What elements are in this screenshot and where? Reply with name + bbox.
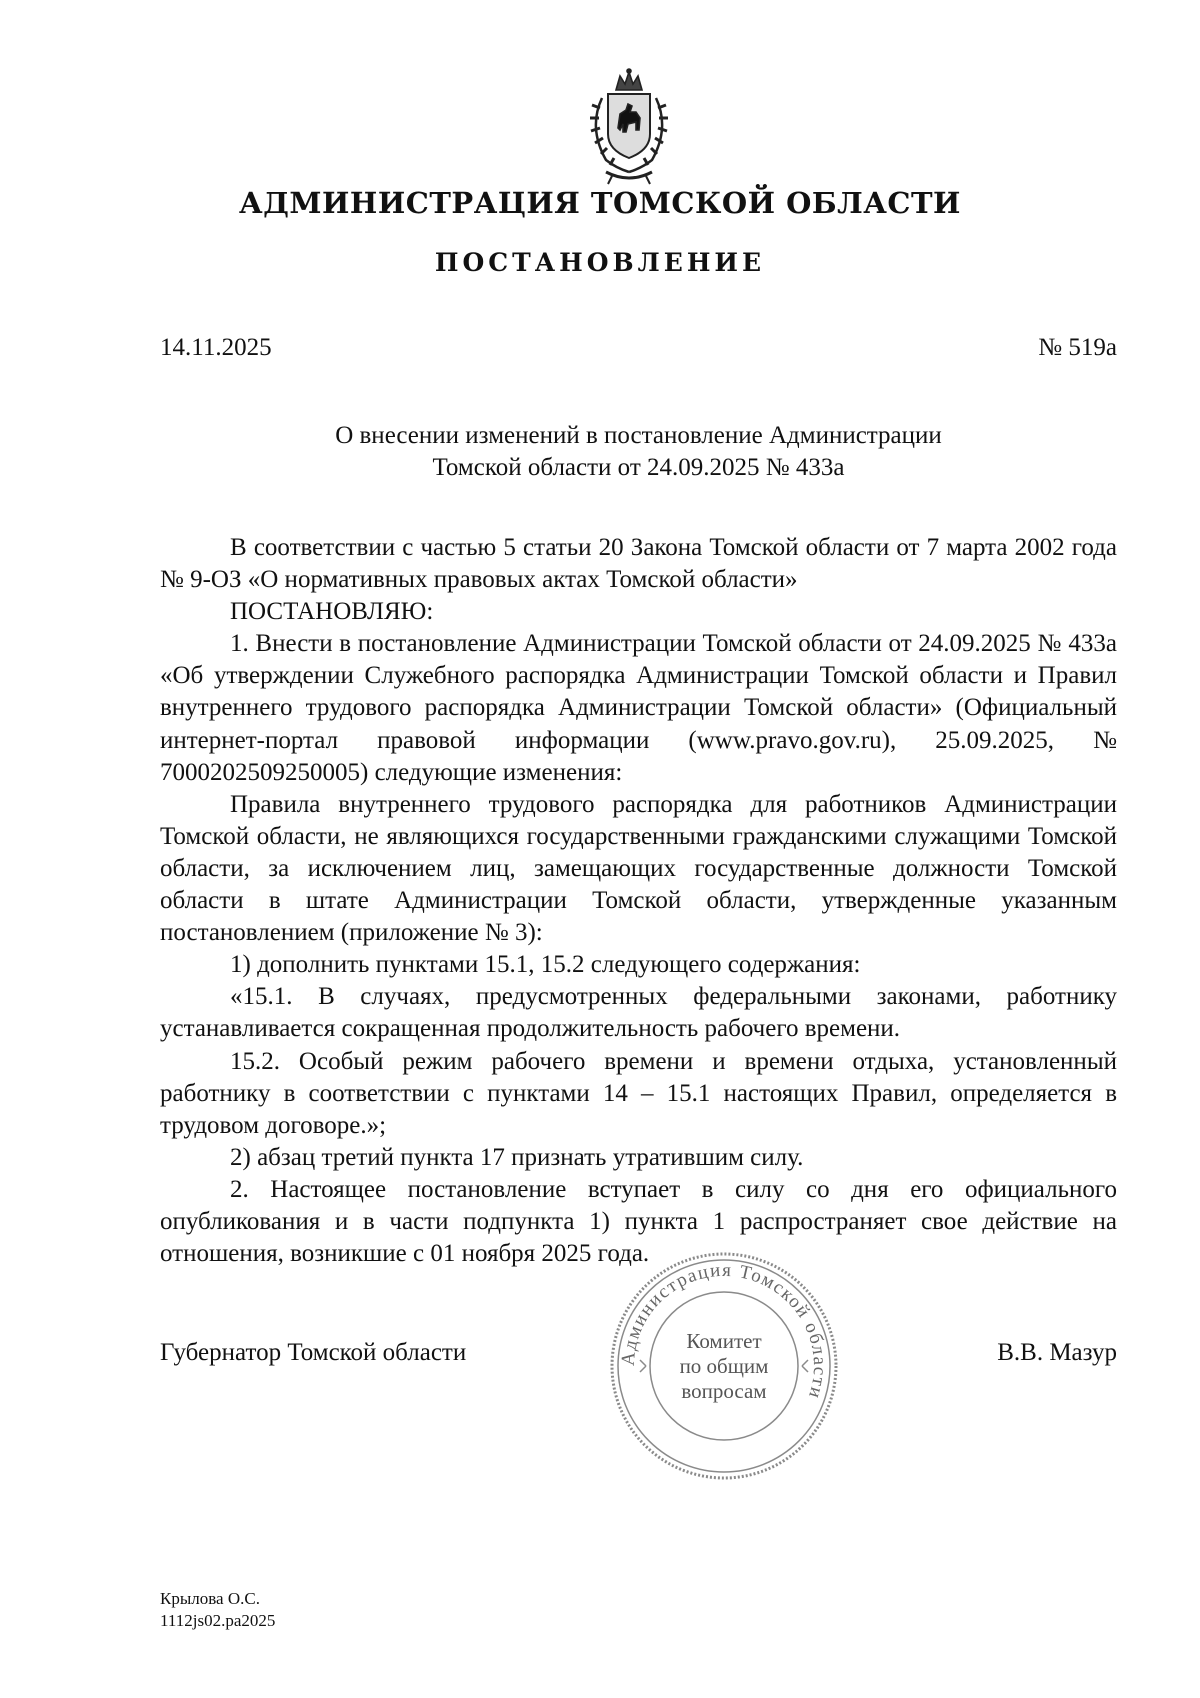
body-paragraph-clause-15-2: 15.2. Особый режим рабочего времени и времени отдыха, установленный работнику в соответствии с пунктами 14 – 15.1 настоящих Правил, определяется в трудовом договоре.»; [160, 1047, 1117, 1139]
official-seal-stamp [606, 1248, 842, 1484]
body-paragraph-item-2: 2. Настоящее постановление вступает в силу со дня его официального опубликования и в части подпункта 1) пункта 1 распространяет свое действие на отношения, возникшие с 01 ноября 2025 года. [160, 1175, 1117, 1268]
document-subject [160, 420, 1117, 484]
seal-center-line-2: по общим [679, 1354, 769, 1378]
executor-info [160, 1588, 275, 1632]
executor-name: Крылова О.С. [160, 1589, 260, 1608]
organization-title: АДМИНИСТРАЦИЯ ТОМСКОЙ ОБЛАСТИ [239, 186, 961, 220]
body-paragraph-preamble: В соответствии с частью 5 статьи 20 Закона Томской области от 7 марта 2002 года № 9-ОЗ «О нормативных правовых актах Томской области» [160, 534, 1117, 594]
signer-name: В.В. Мазур [997, 1339, 1117, 1366]
seal-center-line-1: Комитет [686, 1329, 762, 1353]
executor-code: 1112js02.pa2025 [160, 1611, 276, 1630]
document-type-heading: ПОСТАНОВЛЕНИЕ [434, 248, 766, 277]
seal-center-line-3: вопросам [681, 1379, 767, 1403]
seal-ring-text: Администрация Томской области [617, 1259, 831, 1402]
tomsk-coat-of-arms-icon [572, 68, 686, 186]
body-paragraph-clause-15-1: «15.1. В случаях, предусмотренных федеральными законами, работнику устанавливается сокращенная продолжительность рабочего времени. [160, 983, 1117, 1043]
document-date: 14.11.2025 [160, 334, 272, 361]
document-body [160, 532, 1117, 1270]
body-paragraph-resolve: ПОСТАНОВЛЯЮ: [230, 598, 434, 626]
signer-title: Губернатор Томской области [160, 1339, 467, 1366]
body-paragraph-subitem-1: 1) дополнить пунктами 15.1, 15.2 следующего содержания: [230, 951, 861, 979]
body-paragraph-rules: Правила внутреннего трудового распорядка для работников Администрации Томской области, не являющихся государственными гражданскими служащими Томской области, за исключением лиц, замещающих государственные должности Томской области в штате Администрации Томской области, утвержденные указанным постановлением (приложение № 3): [160, 790, 1117, 947]
subject-line-1: О внесении изменений в постановление Администрации [335, 422, 942, 449]
subject-line-2: Томской области от 24.09.2025 № 433а [432, 454, 845, 481]
body-paragraph-item-1: 1. Внести в постановление Администрации Томской области от 24.09.2025 № 433а «Об утверждении Служебного распорядка Администрации Томской области и Правил внутреннего трудового распорядка Администрации Томской области» (Официальный интернет-портал правовой информации (www.pravo.gov.ru), 25.09.2025, № 7000202509250005) следующие изменения: [160, 630, 1117, 786]
document-number: № 519а [1038, 334, 1117, 361]
body-paragraph-subitem-2: 2) абзац третий пункта 17 признать утратившим силу. [230, 1143, 804, 1171]
